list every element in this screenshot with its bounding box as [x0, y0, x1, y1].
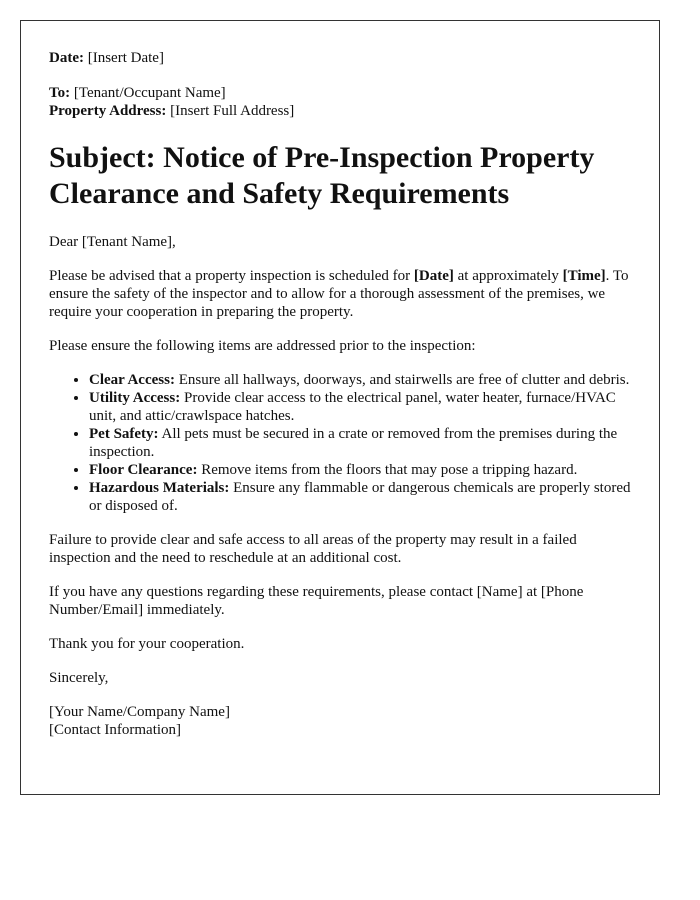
signature-block	[49, 703, 631, 739]
intro-text-2: at approximately	[453, 268, 563, 284]
requirements-list	[49, 371, 631, 515]
questions-paragraph: If you have any questions regarding these requirements, please contact [Name] at [Phone Number/Email] immediately.	[49, 584, 584, 618]
signature-contact: [Contact Information]	[49, 722, 182, 738]
letter-document	[20, 20, 660, 795]
to-label: To:	[49, 85, 71, 101]
item-label: Floor Clearance:	[89, 462, 198, 478]
item-text: All pets must be secured in a crate or removed from the premises during the inspection.	[89, 426, 618, 460]
list-item-pet-safety	[89, 425, 631, 461]
address-label: Property Address:	[49, 103, 167, 119]
inspection-date: [Date]	[413, 268, 454, 284]
date-value: [Insert Date]	[87, 50, 164, 66]
item-label: Hazardous Materials:	[89, 480, 230, 496]
subject-heading: Subject: Notice of Pre-Inspection Property Clearance and Safety Requirements	[49, 141, 595, 210]
item-label: Utility Access:	[89, 390, 181, 406]
recipient-value: [Tenant/Occupant Name]	[73, 85, 226, 101]
address-value: [Insert Full Address]	[170, 103, 295, 119]
intro-paragraph	[49, 267, 631, 321]
item-text: Provide clear access to the electrical panel, water heater, furnace/HVAC unit, and attic/crawlspace hatches.	[89, 390, 616, 424]
list-intro: Please ensure the following items are addressed prior to the inspection:	[49, 338, 476, 354]
list-item-clear-access	[89, 371, 631, 389]
date-line	[49, 49, 631, 67]
item-label: Pet Safety:	[89, 426, 159, 442]
list-item-utility-access	[89, 389, 631, 425]
closing: Sincerely,	[49, 670, 109, 686]
address-line	[49, 102, 631, 120]
item-text: Ensure any flammable or dangerous chemicals are properly stored or disposed of.	[89, 480, 631, 514]
inspection-time: [Time]	[562, 268, 606, 284]
item-label: Clear Access:	[89, 372, 175, 388]
thanks-paragraph: Thank you for your cooperation.	[49, 636, 245, 652]
letter-header	[49, 49, 631, 120]
signature-name: [Your Name/Company Name]	[49, 704, 230, 720]
item-text: Ensure all hallways, doorways, and stairwells are free of clutter and debris.	[174, 372, 630, 388]
list-item-hazardous-materials	[89, 479, 631, 515]
warning-paragraph: Failure to provide clear and safe access to all areas of the property may result in a failed inspection and the need to reschedule at an additional cost.	[49, 532, 577, 566]
recipient-line	[49, 84, 631, 102]
intro-text-3: . To ensure the safety of the inspector and to allow for a thorough assessment of the premises, we require your cooperation in preparing the property.	[49, 268, 629, 320]
item-text: Remove items from the floors that may pose a tripping hazard.	[197, 462, 578, 478]
list-item-floor-clearance	[89, 461, 631, 479]
intro-text-1: Please be advised that a property inspection is scheduled for	[49, 268, 414, 284]
date-label: Date:	[49, 50, 84, 66]
salutation: Dear [Tenant Name],	[49, 234, 176, 250]
